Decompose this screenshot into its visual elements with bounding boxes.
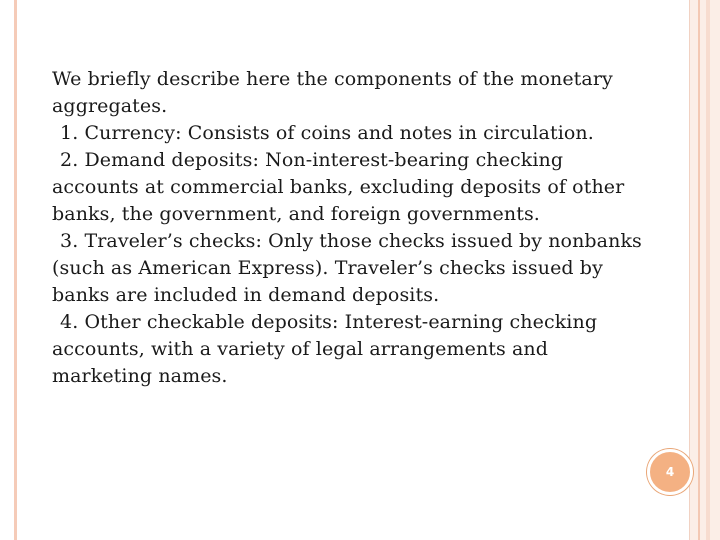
list-item-currency: 1. Currency: Consists of coins and notes in circulation. [60,122,594,144]
list-item-demand-deposits: 2. Demand deposits: Non-interest-bearing checking accounts at commercial banks, excluding deposits of other banks, the government, and foreign governments. [52,149,625,225]
slide-body [52,66,652,390]
page-number-badge: 4 [647,449,693,495]
list-item-travelers-checks: 3. Traveler’s checks: Only those checks issued by nonbanks (such as American Express). Traveler’s checks issued by banks are included in demand deposits. [52,230,642,306]
list-item-other-checkable-deposits: 4. Other checkable deposits: Interest-earning checking accounts, with a variety of legal arrangements and marketing names. [52,311,598,387]
intro-paragraph: We briefly describe here the components of the monetary aggregates. [52,68,613,117]
right-decorative-band [689,0,720,540]
left-border-line [14,0,17,540]
